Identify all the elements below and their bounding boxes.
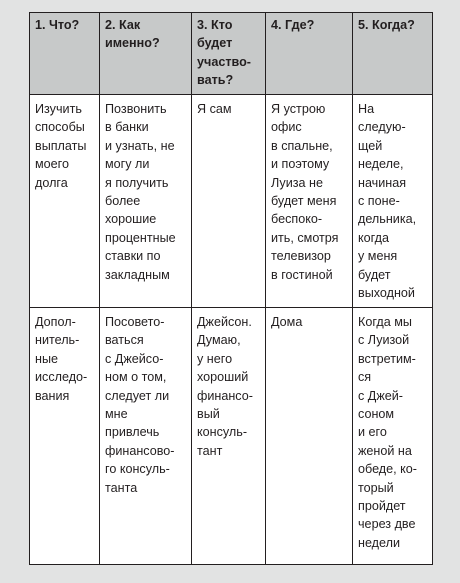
cell-when: Когда мы с Луизой встретим- ся с Джей- соном и его женой на обеде, ко- торый пройдет через две недели [353, 308, 433, 565]
cell-how: Посовето- ваться с Джейсо- ном о том, следует ли мне привлечь финансово- го консуль- танта [100, 308, 192, 565]
cell-what: Изучить способы выплаты моего долга [30, 95, 100, 308]
header-who: 3. Кто будет участво- вать? [192, 13, 266, 95]
cell-where: Дома [266, 308, 353, 565]
cell-how: Позвонить в банки и узнать, не могу ли я получить более хорошие процентные ставки по закладным [100, 95, 192, 308]
header-what: 1. Что? [30, 13, 100, 95]
header-when: 5. Когда? [353, 13, 433, 95]
cell-where: Я устрою офис в спальне, и поэтому Луиза не будет меня беспоко- ить, смотря телевизор в гостиной [266, 95, 353, 308]
cell-when: На следую- щей неделе, начиная с поне- дельника, когда у меня будет выходной [353, 95, 433, 308]
header-how: 2. Как именно? [100, 13, 192, 95]
cell-who: Джейсон. Думаю, у него хороший финансо- вый консуль- тант [192, 308, 266, 565]
header-where: 4. Где? [266, 13, 353, 95]
table-row [30, 308, 433, 565]
cell-what: Допол- нитель- ные исследо- вания [30, 308, 100, 565]
cell-who: Я сам [192, 95, 266, 308]
table-header-row [30, 13, 433, 95]
table-row [30, 95, 433, 308]
action-plan-table [29, 12, 433, 565]
